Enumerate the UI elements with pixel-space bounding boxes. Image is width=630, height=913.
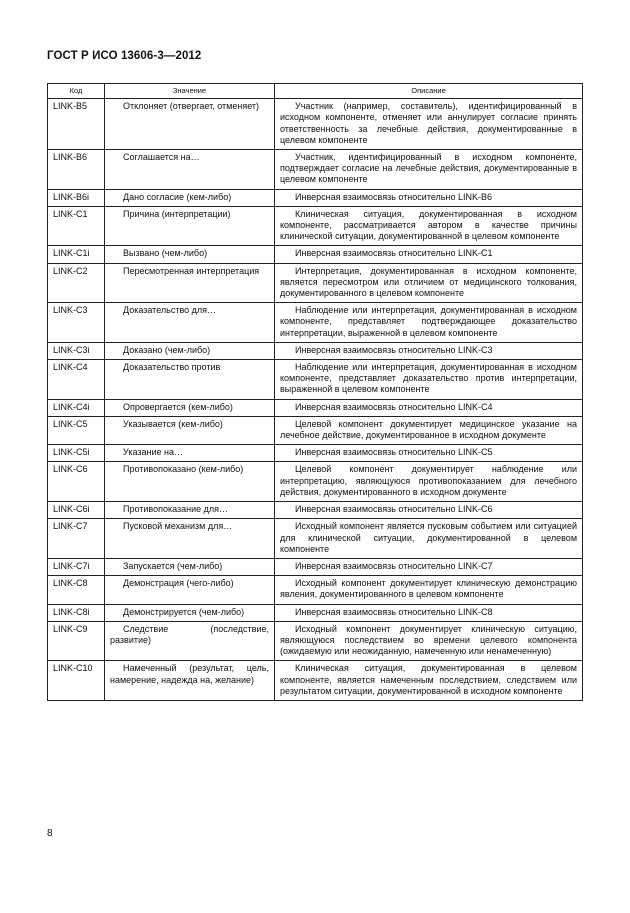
cell-value-text: Пересмотренная интерпретация: [123, 265, 260, 276]
cell-code: LINK-C6: [48, 462, 105, 502]
cell-description-text: Инверсная взаимосвязь относительно LINK-C1: [295, 248, 493, 259]
cell-description-text: Исходный компонент документирует клиническую ситуацию, являющуюся последствием во времени целевого компонента (ожидаемую или неожиданную, намеченную или ненамеченную): [280, 623, 577, 657]
cell-code: LINK-C6i: [48, 502, 105, 519]
cell-description-text: Исходный компонент документирует клиническую демонстрацию явления, документированного в целевом компоненте: [280, 578, 577, 600]
cell-value-text: Причина (интерпретации): [123, 208, 231, 219]
cell-description: [275, 263, 583, 303]
cell-description-text: Инверсная взаимосвязь относительно LINK-C6: [295, 504, 493, 515]
cell-code: LINK-C9: [48, 621, 105, 661]
cell-code: LINK-C7: [48, 519, 105, 559]
cell-value: [105, 399, 275, 416]
cell-value-text: Противопоказано (кем-либо): [123, 464, 244, 475]
cell-description: [275, 399, 583, 416]
cell-value-text: Пусковой механизм для…: [123, 521, 233, 532]
cell-description: [275, 246, 583, 263]
cell-description-text: Инверсная взаимосвязь относительно LINK-C5: [295, 447, 493, 458]
table-row: [48, 621, 583, 661]
cell-code: LINK-C2: [48, 263, 105, 303]
cell-value: [105, 661, 275, 701]
cell-description: [275, 604, 583, 621]
table-row: [48, 342, 583, 359]
cell-value-text: Запускается (чем-либо): [123, 560, 223, 571]
cell-description: [275, 558, 583, 575]
cell-value-text: Отклоняет (отвергает, отменяет): [123, 101, 260, 112]
cell-description: [275, 445, 583, 462]
cell-value: [105, 558, 275, 575]
column-header-value: Значение: [105, 84, 275, 99]
table-row: [48, 99, 583, 150]
cell-value-text: Доказательство против: [123, 362, 221, 373]
cell-description: [275, 576, 583, 604]
cell-value: [105, 502, 275, 519]
link-codes-table: [47, 83, 583, 701]
cell-value-text: Демонстрация (чего-либо): [123, 578, 234, 589]
table-row: [48, 661, 583, 701]
cell-description: [275, 416, 583, 444]
cell-value: [105, 150, 275, 190]
table-row: [48, 576, 583, 604]
table-row: [48, 150, 583, 190]
cell-description-text: Клиническая ситуация, документированная в исходном компоненте, рассматривается автором в качестве причины клинической ситуации, документированной в целевом компоненте: [280, 208, 577, 242]
cell-value: [105, 462, 275, 502]
page-number: 8: [47, 828, 53, 839]
table-row: [48, 399, 583, 416]
cell-value-text: Доказательство для…: [123, 305, 217, 316]
cell-value-text: Демонстрируется (чем-либо): [123, 606, 245, 617]
cell-description: [275, 150, 583, 190]
cell-code: LINK-C8: [48, 576, 105, 604]
cell-description: [275, 502, 583, 519]
cell-description-text: Целевой компонент документирует медицинское указание на лечебное действие, документированное в исходном документе: [280, 418, 577, 441]
table-header-row: [48, 84, 583, 99]
table-row: [48, 604, 583, 621]
cell-value: [105, 99, 275, 150]
cell-value-text: Соглашается на…: [123, 152, 200, 163]
table-row: [48, 519, 583, 559]
cell-value: [105, 189, 275, 206]
cell-value: [105, 621, 275, 661]
table-row: [48, 558, 583, 575]
cell-value-text: Опровергается (кем-либо): [123, 401, 233, 412]
cell-value: [105, 416, 275, 444]
cell-value-text: Намеченный (результат, цель, намерение, надежда на, желание): [110, 663, 269, 685]
table-row: [48, 303, 583, 343]
column-header-description: Описание: [275, 84, 583, 99]
table-row: [48, 462, 583, 502]
cell-description: [275, 99, 583, 150]
cell-value: [105, 445, 275, 462]
cell-value: [105, 604, 275, 621]
cell-value-text: Доказано (чем-либо): [123, 344, 211, 355]
cell-value-text: Следствие (последствие, развитие): [110, 623, 269, 645]
cell-description-text: Наблюдение или интерпретация, документированная в исходном компоненте, представляет подтверждающее доказательство интерпретации, выраженной в целевом компоненте: [280, 305, 577, 338]
cell-description-text: Участник (например, составитель), идентифицированный в исходном компоненте, отменяет или аннулирует согласие принять ответственность за лечебные действия, документированные в целевом компоненте: [280, 101, 577, 145]
cell-code: LINK-C4: [48, 360, 105, 400]
cell-value-text: Противопоказание для…: [123, 504, 229, 515]
cell-code: LINK-C8i: [48, 604, 105, 621]
cell-description: [275, 303, 583, 343]
cell-description-text: Целевой компонент документирует наблюдение или интерпретацию, являющуюся противопоказанием для лечебного действия, документированного в исходном документе: [280, 464, 577, 497]
cell-code: LINK-B5: [48, 99, 105, 150]
cell-description-text: Исходный компонент является пусковым событием или ситуацией для клинической ситуации, документированной в целевом компоненте: [280, 521, 577, 554]
cell-code: LINK-C7i: [48, 558, 105, 575]
cell-description: [275, 189, 583, 206]
cell-code: LINK-B6i: [48, 189, 105, 206]
table-row: [48, 189, 583, 206]
cell-code: LINK-C3: [48, 303, 105, 343]
cell-value-text: Указание на…: [123, 447, 183, 458]
cell-code: LINK-C1: [48, 206, 105, 246]
table-row: [48, 445, 583, 462]
cell-description-text: Клиническая ситуация, документированная в целевом компоненте, является намеченным последствием, следствием или результатом ситуации, документированной в исходном компоненте: [280, 663, 577, 696]
cell-value: [105, 360, 275, 400]
cell-code: LINK-C10: [48, 661, 105, 701]
table-row: [48, 246, 583, 263]
cell-description: [275, 661, 583, 701]
table-row: [48, 360, 583, 400]
cell-value: [105, 342, 275, 359]
cell-value: [105, 519, 275, 559]
cell-description: [275, 360, 583, 400]
cell-code: LINK-C4i: [48, 399, 105, 416]
cell-value: [105, 246, 275, 263]
cell-code: LINK-B6: [48, 150, 105, 190]
cell-description: [275, 206, 583, 246]
cell-value: [105, 576, 275, 604]
cell-code: LINK-C3i: [48, 342, 105, 359]
column-header-code: Код: [48, 84, 105, 99]
cell-description-text: Инверсная взаимосвязь относительно LINK-C4: [295, 401, 493, 412]
cell-description-text: Инверсная взаимосвязь относительно LINK-C3: [295, 344, 493, 355]
cell-description: [275, 462, 583, 502]
cell-description-text: Наблюдение или интерпретация, документированная в исходном компоненте, представляет доказательство против интерпретации, выраженной в целевом компоненте: [280, 362, 577, 395]
cell-description-text: Инверсная взаимосвязь относительно LINK-C7: [295, 560, 493, 571]
table-row: [48, 263, 583, 303]
cell-value-text: Дано согласие (кем-либо): [123, 191, 232, 202]
cell-description: [275, 342, 583, 359]
cell-value-text: Вызвано (чем-либо): [123, 248, 208, 259]
cell-value: [105, 263, 275, 303]
document-header: ГОСТ Р ИСО 13606-3—2012: [47, 50, 202, 62]
cell-value-text: Указывается (кем-либо): [123, 418, 223, 429]
cell-description-text: Инверсная взаимосвязь относительно LINK-B6: [295, 191, 492, 202]
cell-description-text: Участник, идентифицированный в исходном компоненте, подтверждает согласие на лечебные действия, документированные в целевом компоненте: [280, 152, 577, 185]
cell-description-text: Инверсная взаимосвязь относительно LINK-C8: [295, 606, 493, 617]
table-row: [48, 502, 583, 519]
cell-code: LINK-C5i: [48, 445, 105, 462]
table-row: [48, 206, 583, 246]
cell-code: LINK-C5: [48, 416, 105, 444]
cell-description: [275, 621, 583, 661]
cell-value: [105, 303, 275, 343]
cell-code: LINK-C1i: [48, 246, 105, 263]
cell-description: [275, 519, 583, 559]
cell-description-text: Интерпретация, документированная в исходном компоненте, является пересмотром или отличием от медицинского толкования, документированного в целевом компоненте: [280, 265, 577, 299]
table-row: [48, 416, 583, 444]
cell-value: [105, 206, 275, 246]
